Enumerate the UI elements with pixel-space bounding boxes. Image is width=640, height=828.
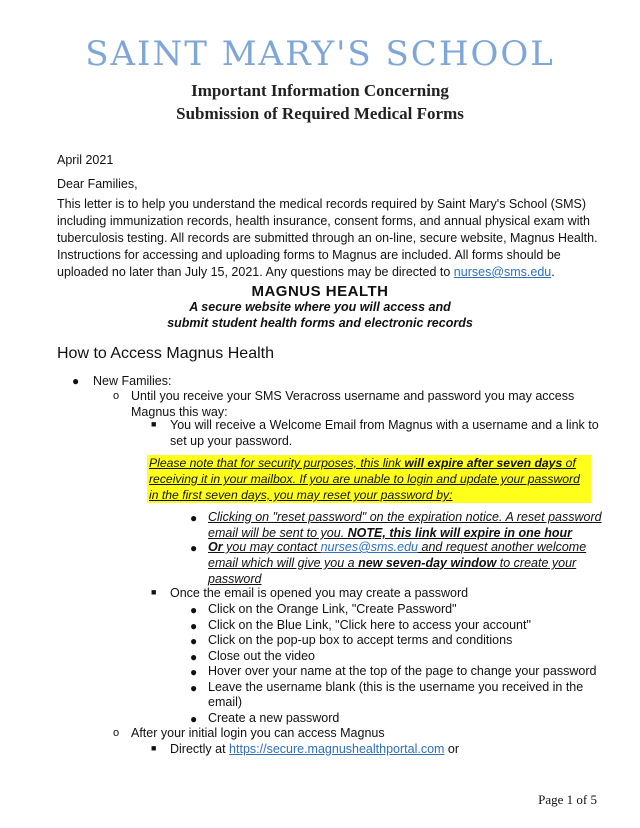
item1-line-2: Magnus this way: — [131, 405, 228, 419]
step-4: Close out the video — [208, 649, 316, 663]
disc-bullet-icon: ● — [190, 665, 198, 679]
school-name: SAINT MARY'S SCHOOL — [85, 34, 555, 74]
contact-email-link[interactable]: nurses@sms.edu — [320, 540, 419, 554]
welcome-line-2: set up your password. — [170, 434, 293, 448]
circle-bullet-icon: o — [113, 727, 120, 739]
letter-date: April 2021 — [57, 153, 114, 167]
step-5: Hover over your name at the top of the page to change your password — [208, 664, 597, 678]
step-3: Click on the pop-up box to accept terms and conditions — [208, 633, 513, 647]
square-bullet-icon: ■ — [151, 743, 157, 753]
step-6-cont: email) — [208, 695, 243, 709]
step-7: Create a new password — [208, 711, 340, 725]
item1-line-1: Until you receive your SMS Veracross username and password you may access — [131, 389, 575, 403]
page-number: Page 1 of 5 — [538, 792, 597, 807]
intro-line-4: Instructions for accessing and uploading forms to Magnus are included. All forms should be — [57, 248, 561, 262]
subtitle-line-1: Important Information Concerning — [191, 81, 449, 100]
magnus-title: MAGNUS HEALTH — [251, 283, 389, 300]
intro-line-1: This letter is to help you understand the medical records required by Saint Mary's School (SMS) — [57, 197, 587, 211]
disc-bullet-icon: ● — [190, 619, 198, 633]
security-note-highlight: Please note that for security purposes, this link will expire after seven days of receiving it in your mailbox. If you are unable to login and update your password in the first seven days, you may reset your password by: — [147, 455, 591, 503]
intro-paragraph — [57, 196, 598, 281]
welcome-line-1: You will receive a Welcome Email from Magnus with a username and a link to — [170, 418, 599, 432]
disc-bullet-icon: ● — [190, 681, 198, 695]
intro-line-5: uploaded no later than July 15, 2021. Any questions may be directed to nurses@sms.edu. — [57, 265, 555, 279]
magnus-subtitle-2: submit student health forms and electronic records — [167, 316, 473, 330]
disc-bullet-icon: ● — [190, 603, 198, 617]
intro-line-2: including immunization records, health insurance, consent forms, and annual physical exam with — [57, 214, 590, 228]
new-families-label: New Families: — [93, 374, 172, 388]
magnus-portal-link[interactable]: https://secure.magnushealthportal.com — [229, 742, 445, 756]
step-6: Leave the username blank (this is the username you received in the — [208, 680, 584, 694]
reset-instructions: Clicking on "reset password" on the expiration notice. A reset password email will be sent to you. NOTE, this link will expire in one hour — [208, 510, 602, 540]
after-login-text: After your initial login you can access Magnus — [131, 726, 385, 740]
portal-line: Directly at https://secure.magnushealthportal.com or — [170, 742, 460, 756]
disc-bullet-icon: ● — [72, 374, 80, 388]
square-bullet-icon: ■ — [151, 587, 157, 597]
salutation: Dear Families, — [57, 177, 138, 191]
disc-bullet-icon: ● — [190, 541, 198, 555]
step-1: Click on the Orange Link, "Create Password" — [208, 602, 457, 616]
email-opened-text: Once the email is opened you may create a password — [170, 586, 469, 600]
square-bullet-icon: ■ — [151, 419, 157, 429]
intro-line-3: tuberculosis testing. All records are submitted through an on-line, secure website, Magnus Health. — [57, 231, 598, 245]
disc-bullet-icon: ● — [190, 634, 198, 648]
disc-bullet-icon: ● — [190, 712, 198, 726]
contact-instructions: Or you may contact nurses@sms.edu and request another welcome email which will give you a new seven-day window to create your password — [208, 540, 587, 586]
magnus-subtitle-1: A secure website where you will access and — [189, 300, 451, 314]
subtitle-line-2: Submission of Required Medical Forms — [176, 104, 464, 123]
circle-bullet-icon: o — [113, 390, 120, 402]
disc-bullet-icon: ● — [190, 650, 198, 664]
section-heading: How to Access Magnus Health — [57, 345, 274, 362]
nurses-email-link[interactable]: nurses@sms.edu — [453, 265, 552, 279]
step-2: Click on the Blue Link, "Click here to access your account" — [208, 618, 531, 632]
disc-bullet-icon: ● — [190, 511, 198, 525]
